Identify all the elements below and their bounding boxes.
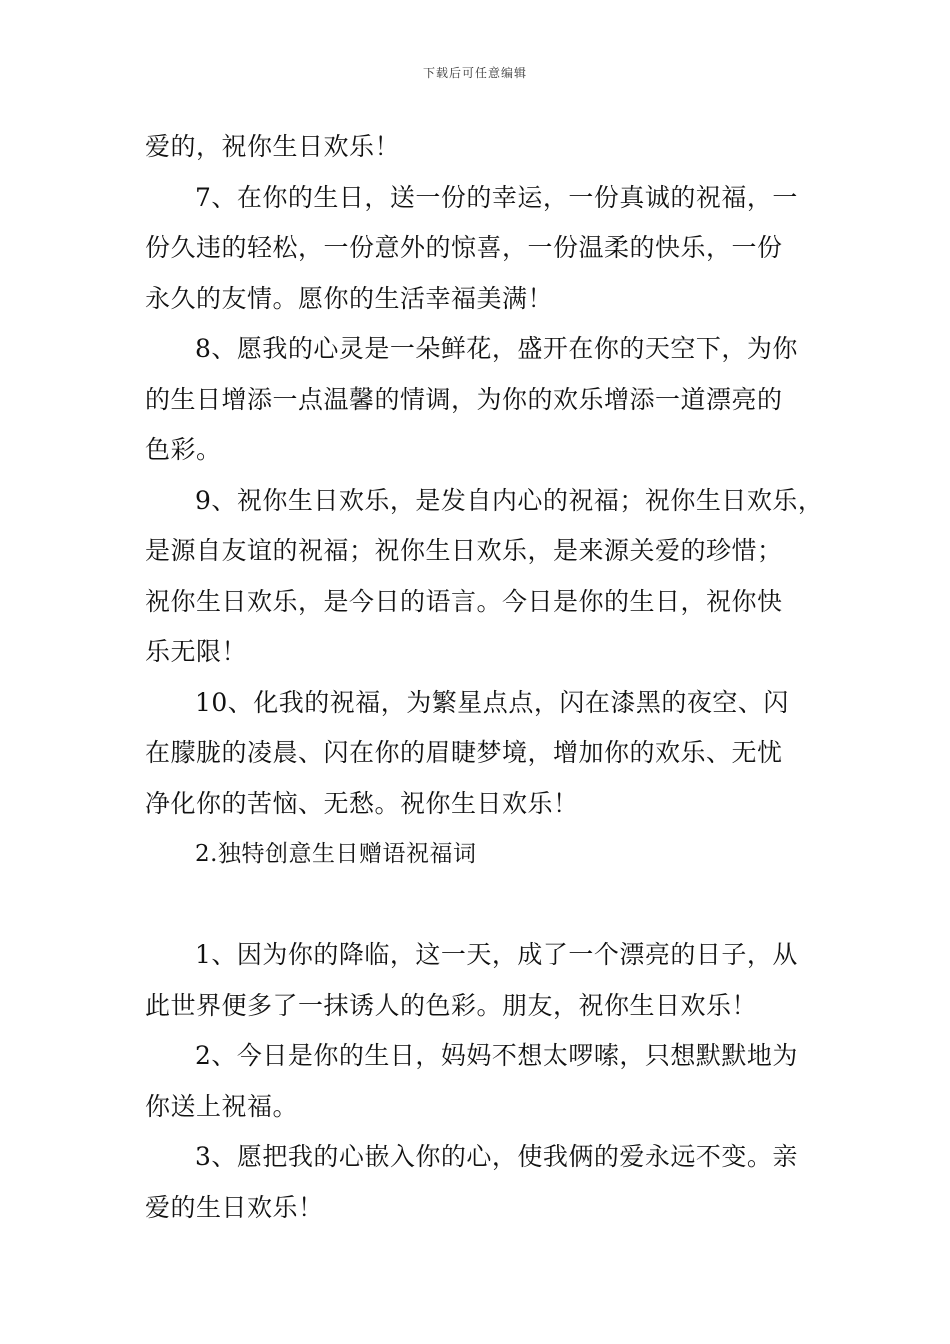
text-line: 是源自友谊的祝福；祝你生日欢乐，是来源关爱的珍惜； bbox=[145, 536, 783, 565]
document-body bbox=[145, 122, 835, 1233]
text-line: 爱的生日欢乐！ bbox=[145, 1192, 324, 1222]
wish-7-line: 7、在你的生日，送一份的幸运，一份真诚的祝福，一 bbox=[195, 182, 798, 212]
blank-line bbox=[145, 880, 835, 931]
text-line: 的生日增添一点温馨的情调，为你的欢乐增添一道漂亮的 bbox=[145, 384, 783, 414]
text-line: 在朦胧的凌晨、闪在你的眉睫梦境，增加你的欢乐、无忧 bbox=[145, 738, 783, 767]
text-line: 祝你生日欢乐，是今日的语言。今日是你的生日，祝你快 bbox=[145, 586, 783, 616]
text-line: 净化你的苦恼、无愁。祝你生日欢乐！ bbox=[145, 788, 579, 818]
section-heading: 2.独特创意生日赠语祝福词 bbox=[195, 841, 477, 867]
text-line: 爱的，祝你生日欢乐！ bbox=[145, 132, 401, 161]
text-line: 永久的友情。愿你的生活幸福美满！ bbox=[145, 283, 554, 313]
wish-1-line: 1、因为你的降临，这一天，成了一个漂亮的日子，从 bbox=[195, 940, 798, 969]
text-line: 份久违的轻松，一份意外的惊喜，一份温柔的快乐，一份 bbox=[145, 233, 783, 262]
wish-3-line: 3、愿把我的心嵌入你的心，使我俩的爱永远不变。亲 bbox=[195, 1142, 798, 1171]
wish-2-line: 2、今日是你的生日，妈妈不想太啰嗦，只想默默地为 bbox=[195, 1041, 798, 1070]
page-header: 下载后可任意编辑 bbox=[422, 66, 527, 80]
wish-9-line: 9、祝你生日欢乐，是发自内心的祝福；祝你生日欢乐， bbox=[195, 485, 824, 515]
text-line: 乐无限！ bbox=[145, 637, 248, 666]
wish-8-line: 8、愿我的心灵是一朵鲜花，盛开在你的天空下，为你 bbox=[195, 334, 798, 363]
wish-10-line: 10、化我的祝福，为繁星点点，闪在漆黑的夜空、闪 bbox=[195, 687, 789, 717]
text-line: 此世界便多了一抹诱人的色彩。朋友，祝你生日欢乐！ bbox=[145, 990, 758, 1020]
text-line: 色彩。 bbox=[145, 435, 222, 464]
text-line: 你送上祝福。 bbox=[145, 1091, 299, 1121]
